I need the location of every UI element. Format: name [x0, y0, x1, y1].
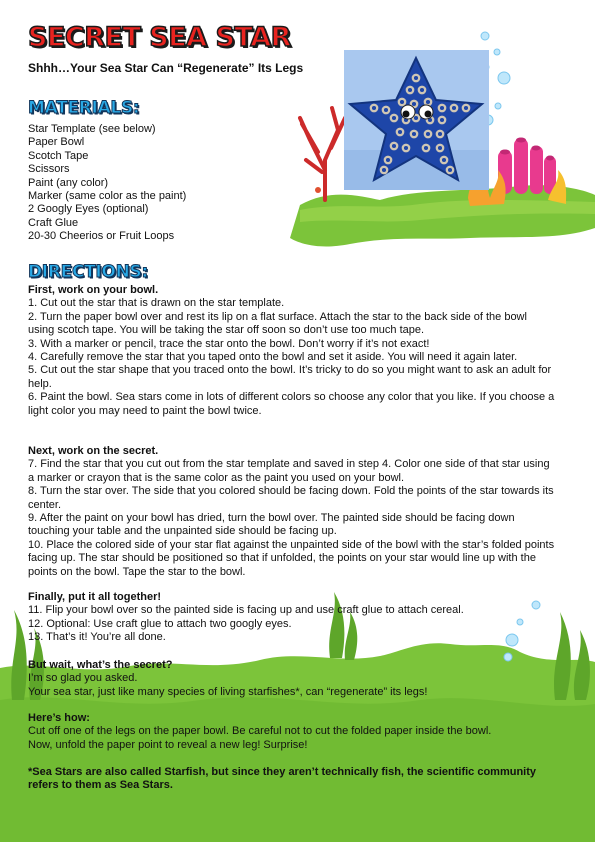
list-item: Marker (same color as the paint) [28, 190, 187, 203]
list-item: Craft Glue [28, 216, 79, 229]
part-3-heading: Finally, put it all together! [28, 591, 162, 603]
secret-line: Your sea star, just like many species of living starfishes*, can “regenerate” its legs! [28, 685, 428, 698]
list-item: Paint (any color) [28, 176, 109, 189]
page-title: SECRET SEA STAR [28, 22, 291, 53]
step: 11. Flip your bowl over so the painted side is facing up and use craft glue to attach cereal. [28, 604, 464, 617]
step: 7. Find the star that you cut out from the star template and saved in step 4. Color one side of that star using a marker or crayon that is the same color as the paint you used on your bowl. [28, 458, 550, 484]
step: 9. After the paint on your bowl has dried, turn the bowl over. The painted side should be facing down touching your table and the unpainted side should be facing up. [28, 512, 515, 538]
list-item: Scissors [28, 163, 70, 176]
step: 5. Cut out the star shape that you traced onto the bowl. It’s tricky to do so you might want to ask an adult for help. [28, 364, 552, 390]
directions-heading: DIRECTIONS: [28, 262, 148, 282]
materials-heading: MATERIALS: [28, 98, 140, 118]
page-subtitle: Shhh…Your Sea Star Can “Regenerate” Its Legs [28, 61, 304, 75]
step: 10. Place the colored side of your star flat against the unpainted side of the bowl with the star’s folded points facing up. The star should be positioned so that if unfolded, the points on your star would line up with the points on the bowl. Tape the star to the bowl. [28, 538, 555, 578]
secret-heading: But wait, what’s the secret? [28, 659, 173, 671]
footnote: *Sea Stars are also called Starfish, but since they aren’t technically fish, the scientific community refers to them as Sea Stars. [28, 766, 537, 792]
step: 8. Turn the star over. The side that you colored should be facing down. Fold the points of the star towards its center. [28, 485, 554, 511]
list-item: 2 Googly Eyes (optional) [28, 203, 149, 216]
step: 13. That’s it! You’re all done. [28, 631, 166, 644]
part-2-heading: Next, work on the secret. [28, 445, 159, 457]
secret-section [28, 659, 556, 699]
part-1-heading: First, work on your bowl. [28, 284, 159, 296]
howto-line: Now, unfold the paper point to reveal a new leg! Surprise! [28, 738, 308, 751]
directions-part-2 [28, 445, 556, 579]
step: 4. Carefully remove the star that you taped onto the bowl and set it aside. You will need it again later. [28, 351, 518, 364]
step: 3. With a marker or pencil, trace the star onto the bowl. Don’t worry if it’s not exact! [28, 337, 430, 350]
list-item: Scotch Tape [28, 149, 89, 162]
list-item: Paper Bowl [28, 136, 85, 149]
list-item: Star Template (see below) [28, 123, 156, 135]
howto-line: Cut off one of the legs on the paper bowl. Be careful not to cut the folded paper inside the bowl. [28, 725, 492, 738]
footnote-section [28, 766, 556, 793]
step: 2. Turn the paper bowl over and rest its lip on a flat surface. Attach the star to the back side of the bowl using scotch tape. You will be taking the star off soon so don’t use too much tape. [28, 310, 527, 337]
secret-line: I’m so glad you asked. [28, 672, 138, 685]
howto-heading: Here’s how: [28, 712, 90, 724]
step: 1. Cut out the star that is drawn on the star template. [28, 297, 285, 310]
materials-list [28, 123, 186, 244]
directions-part-3 [28, 591, 556, 645]
howto-section [28, 712, 556, 752]
step: 6. Paint the bowl. Sea stars come in lots of different colors so choose any color that you like. If you choose a light color you may need to paint the bowl twice. [28, 391, 555, 417]
directions-part-1 [28, 284, 556, 418]
step: 12. Optional: Use craft glue to attach two googly eyes. [28, 617, 292, 630]
list-item: 20-30 Cheerios or Fruit Loops [28, 230, 175, 243]
